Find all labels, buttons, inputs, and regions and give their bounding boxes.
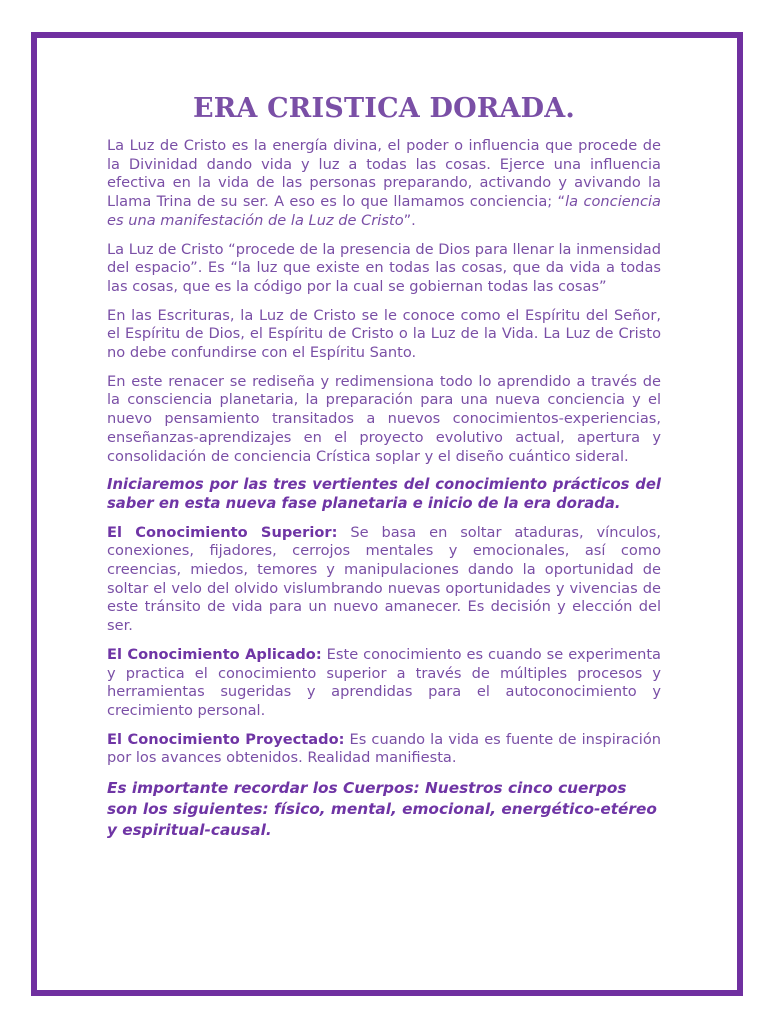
definition-aplicado: Este conocimiento es cuando se experimenta y practica el conocimiento superior a través de múltiples procesos y herramientas sugeridas y aprendidas para el autoconocimiento y crecimiento personal. bbox=[107, 645, 661, 719]
italic-quote: la conciencia es una manifestación de la Luz de Cristo bbox=[107, 193, 661, 229]
quote-close: ”. bbox=[403, 211, 416, 229]
term-superior: El Conocimiento Superior: bbox=[107, 523, 338, 541]
paragraph-cuerpos: Es importante recordar los Cuerpos: Nuestros cinco cuerpos son los siguientes: físico, mental, emocional, energético-etéreo y espiritual-causal. bbox=[107, 779, 657, 840]
paragraph-renacer: En este renacer se rediseña y redimensiona todo lo aprendido a través de la consciencia planetaria, la preparación para una nueva conciencia y el nuevo pensamiento transitados a nuevos conocimientos-experiencias, enseñanzas-aprendizajes en el proyecto evolutivo actual, apertura y consolidación de conciencia Crística soplar y el diseño cuántico sideral. bbox=[107, 372, 661, 465]
paragraph-presencia: La Luz de Cristo “procede de la presencia de Dios para llenar la inmensidad del espacio”. Es “la luz que existe en todas las cosas, que da vida a todas las cosas, que es la código por la cual se gobiernan todas las cosas” bbox=[107, 240, 661, 295]
paragraph-text: La Luz de Cristo es la energía divina, el poder o influencia que procede de la Divinidad dando vida y luz a todas las cosas. Ejerce una influencia efectiva en la vida de las personas preparando, activando y avivando la Llama Trina de su ser. A eso es lo que llamamos conciencia; “ bbox=[107, 137, 661, 211]
document-body bbox=[107, 92, 661, 851]
paragraph-conocimiento-superior bbox=[107, 524, 661, 636]
paragraph-luz-de-cristo bbox=[107, 137, 661, 231]
term-aplicado: El Conocimiento Aplicado: bbox=[107, 645, 322, 663]
paragraph-escrituras: En las Escrituras, la Luz de Cristo se le conoce como el Espíritu del Señor, el Espíritu de Dios, el Espíritu de Cristo o la Luz de la Vida. La Luz de Cristo no debe confundirse con el Espíritu Santo. bbox=[107, 306, 661, 362]
definition-proyectado: Es cuando la vida es fuente de inspiración por los avances obtenidos. Realidad manifiesta. bbox=[107, 730, 661, 767]
paragraph-tres-vertientes: Iniciaremos por las tres vertientes del conocimiento prácticos del saber en esta nueva fase planetaria e inicio de la era dorada. bbox=[107, 476, 661, 512]
page-title: ERA CRISTICA DORADA. bbox=[192, 93, 576, 124]
paragraph-conocimiento-aplicado bbox=[107, 646, 661, 721]
paragraph-conocimiento-proyectado bbox=[107, 731, 661, 768]
term-proyectado: El Conocimiento Proyectado: bbox=[107, 730, 345, 748]
definition-superior: Se basa en soltar ataduras, vínculos, conexiones, fijadores, cerrojos mentales y emocionales, así como creencias, miedos, temores y manipulaciones dando la oportunidad de soltar el velo del olvido vislumbrando nuevas oportunidades y vivencias de este tránsito de vida para un nuevo amanecer. Es decisión y elección del ser. bbox=[107, 523, 661, 635]
